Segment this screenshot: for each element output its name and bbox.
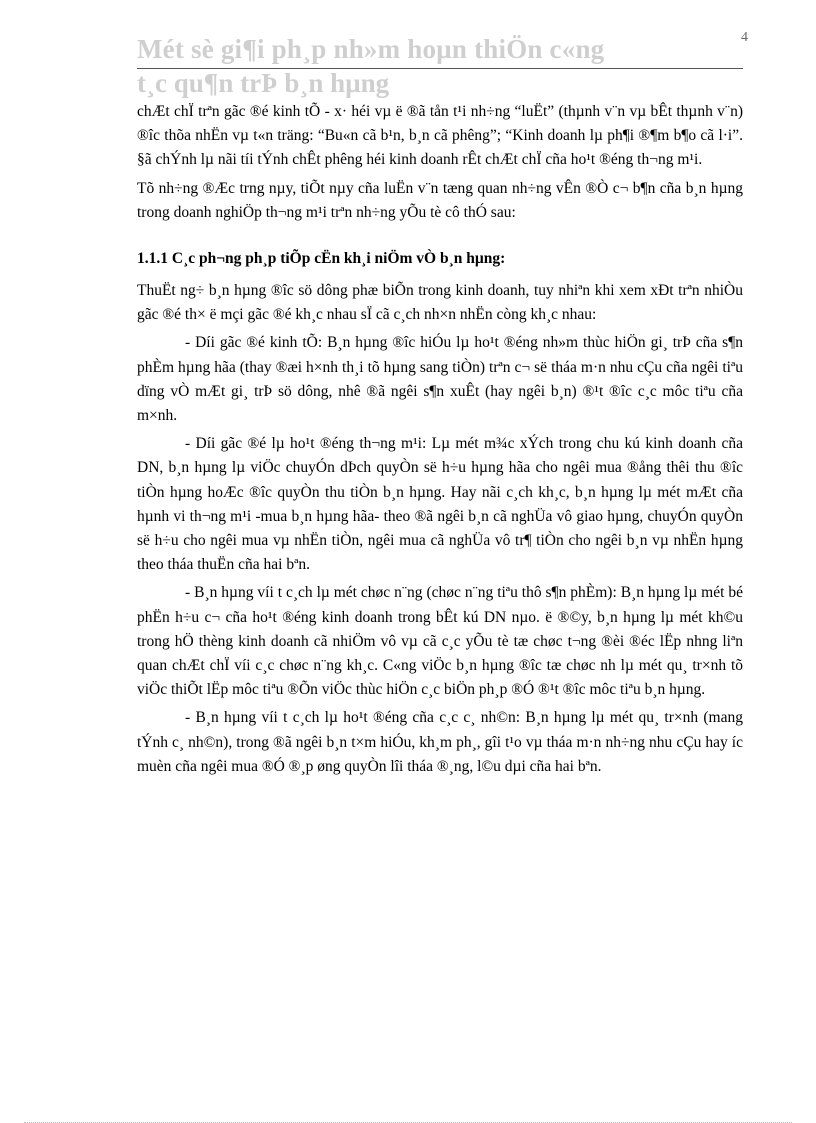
body-text — [137, 100, 743, 779]
section-intro: ThuËt ng÷ b¸n hµng ®îc sö dông phæ biÕn trong kinh doanh, tuy nhiªn khi xem xÐt trªn nhiÒu gãc ®é th× ë mçi gãc ®é kh¸c nhau sÏ cã c¸ch nh×n nhËn còng kh¸c nhau: — [137, 282, 743, 324]
section-heading: 1.1.1 C¸c ph¬ng ph¸p tiÕp cËn kh¸i niÖm vÒ b¸n hµng: — [137, 250, 506, 268]
list-item-individual: - B¸n hµng víi t c¸ch lµ ho¹t ®éng cña c¸c c¸ nh©n: B¸n hµng lµ mét qu¸ tr×nh (mang tÝnh c¸ nh©n), trong ®ã ngêi b¸n t×m hiÓu, kh¸m ph¸, gîi t¹o vµ tháa m·n nh÷ng nhu cÇu hay íc muèn cña ngêi mua ®Ó ®¸p øng quyÒn lîi tháa ®¸ng, l©u dµi cña hai bªn. — [137, 709, 743, 775]
running-header-line-1: Mét sè gi¶i ph¸p nh»m hoµn thiÖn c«ng — [137, 34, 605, 64]
paragraph-overview: Tõ nh÷ng ®Æc trng nµy, tiÕt nµy cña luËn v¨n tæng quan nh÷ng vÊn ®Ò c¬ b¶n cña b¸n hµng trong doanh nghiÖp th¬ng m¹i trªn nh÷ng yÕu tè cô thÓ sau: — [137, 179, 743, 221]
list-item-commercial: - Díi gãc ®é lµ ho¹t ®éng th¬ng m¹i: Lµ mét m¾c xÝch trong chu kú kinh doanh cña DN, b¸n hµng lµ viÖc chuyÓn dÞch quyÒn së h÷u hµng hãa cho ngêi mua ®ång thêi thu ®îc tiÒn hµng hoÆc ®îc quyÒn thu tiÒn b¸n hµng. Hay nãi c¸ch kh¸c, b¸n hµng lµ mét mÆt cña hµnh vi th¬ng m¹i -mua b¸n hµng hãa- theo ®ã ngêi b¸n cã nghÜa vô giao hµng, chuyÓn quyÒn së h÷u cho ngêi mua vµ nhËn tiÒn, ngêi mua cã nghÜa vô tr¶ tiÒn cho ngêi b¸n vµ nhËn hµng theo tháa thuËn cña hai bªn. — [137, 435, 743, 574]
running-header-line-2: t¸c qu¶n trÞ b¸n hµng — [137, 68, 390, 98]
list-item-function: - B¸n hµng víi t c¸ch lµ mét chøc n¨ng (chøc n¨ng tiªu thô s¶n phÈm): B¸n hµng lµ mét bé phËn h÷u c¬ cña ho¹t ®éng kinh doanh trong bÊt kú DN nµo. ë ®©y, b¸n hµng lµ mét kh©u trong hÖ thèng kinh doanh cã nhiÖm vô vµ cã c¸c yÕu tè tæ chøc t¬ng ®èi ®éc lËp nhng liªn quan chÆt chÏ víi c¸c chøc n¨ng kh¸c. C«ng viÖc b¸n hµng ®îc tæ chøc nh lµ mét qu¸ tr×nh tõ viÖc thiÕt lËp môc tiªu ®Õn viÖc thùc hiÖn c¸c biÖn ph¸p ®Ó ®¹t ®îc môc tiªu b¸n hµng. — [137, 584, 743, 699]
page-number: 4 — [741, 30, 748, 45]
paragraph-continuation: chÆt chÏ trªn gãc ®é kinh tÕ - x· héi vµ ë ®ã tån t¹i nh÷ng “luËt” (thµnh v¨n vµ bÊt thµnh v¨n) ®îc thõa nhËn vµ t«n träng: “Bu«n cã b¹n, b¸n cã phêng”; “Kinh doanh lµ ph¶i ®¶m b¶o cã l·i”. §ã chÝnh lµ nãi tíi tÝnh chÊt phêng héi kinh doanh rÊt chÆt chÏ cña ho¹t ®éng th¬ng m¹i. — [137, 103, 743, 169]
list-item-economic: - Díi gãc ®é kinh tÕ: B¸n hµng ®îc hiÓu lµ ho¹t ®éng nh»m thùc hiÖn gi¸ trÞ cña s¶n phÈm hµng hãa (thay ®æi h×nh th¸i tõ hµng sang tiÒn) trªn c¬ së tháa m·n nhu cÇu cña ngêi tiªu dïng vÒ mÆt gi¸ trÞ sö dông, nhê ®ã ngêi s¶n xuÊt (hay ngêi b¸n) ®¹t ®îc c¸c môc tiªu cña m×nh. — [137, 334, 743, 425]
